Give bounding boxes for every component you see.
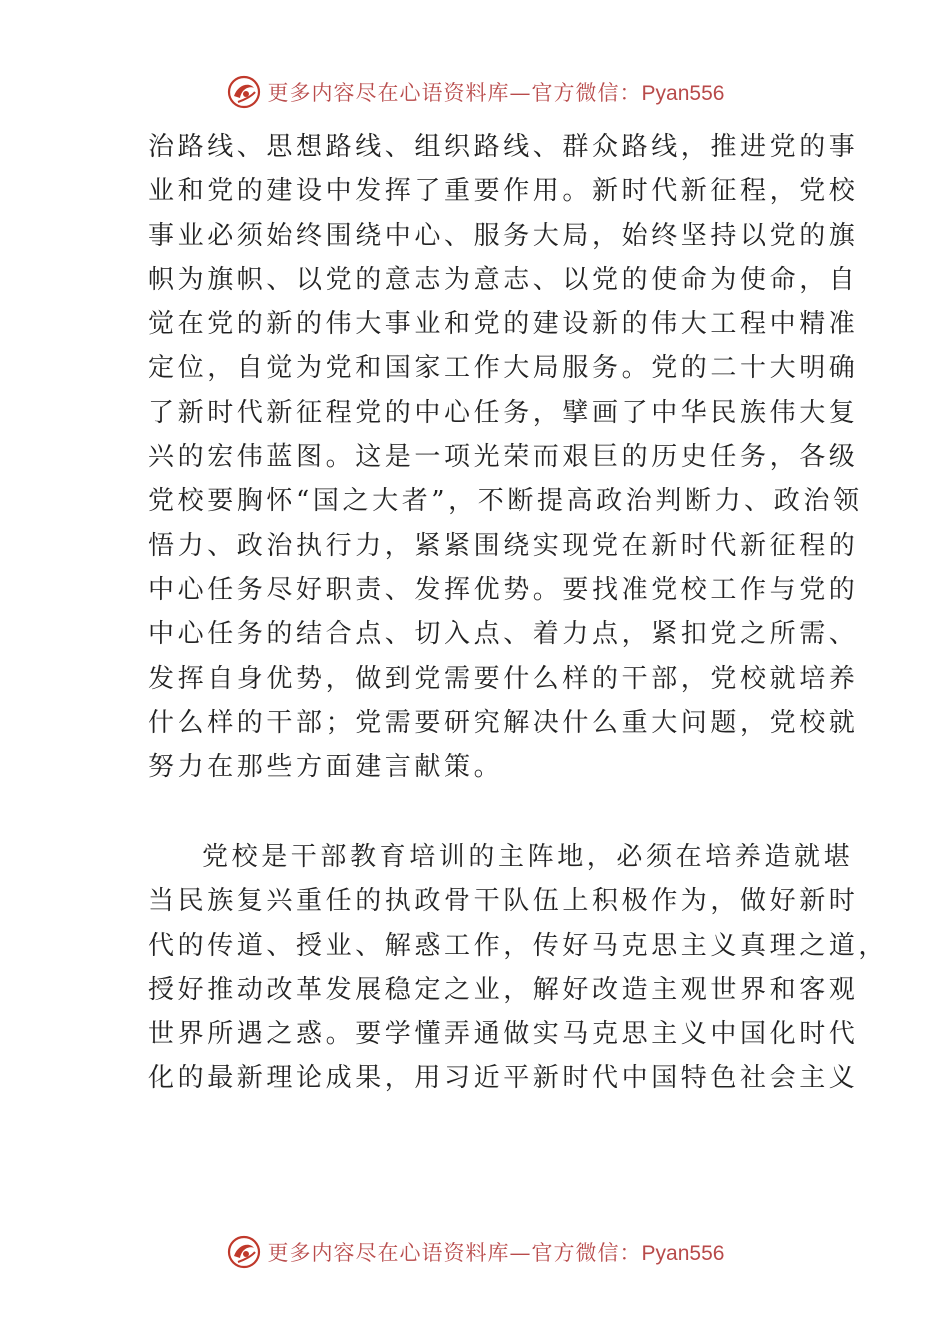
header-banner-cn: 更多内容尽在心语资料库—官方微信： <box>267 81 642 105</box>
paragraph-line: 代的传道、授业、解惑工作，传好马克思主义真理之道， <box>148 930 889 961</box>
paragraph-2 <box>148 835 889 1101</box>
paragraph-line: 中心任务的结合点、切入点、着力点，紧扣党之所需、 <box>148 619 859 650</box>
header-wechat-id: Pyan556 <box>641 82 725 105</box>
footer-banner-text <box>268 1237 725 1267</box>
paragraph-line: 帜为旗帜、以党的意志为意志、以党的使命为使命，自 <box>148 264 859 295</box>
paragraph-line: 了新时代新征程党的中心任务，擘画了中华民族伟大复 <box>148 397 859 428</box>
paragraph-line: 业和党的建设中发挥了重要作用。新时代新征程，党校 <box>148 176 859 207</box>
paragraph-line: 世界所遇之惑。要学懂弄通做实马克思主义中国化时代 <box>148 1019 859 1050</box>
paragraph-line: 事业必须始终围绕中心、服务大局，始终坚持以党的旗 <box>148 220 859 251</box>
paragraph-line: 觉在党的新的伟大事业和党的建设新的伟大工程中精准 <box>148 309 859 340</box>
header-banner-text <box>268 77 725 107</box>
paragraph-line: 党校是干部教育培训的主阵地，必须在培养造就堪 <box>202 842 854 872</box>
paragraph-line: 发挥自身优势，做到党需要什么样的干部，党校就培养 <box>148 663 859 694</box>
header-banner <box>0 72 950 112</box>
paragraph-line: 中心任务尽好职责、发挥优势。要找准党校工作与党的 <box>148 574 859 605</box>
paragraph-line: 党校要胸怀“国之大者”，不断提高政治判断力、政治领 <box>148 486 863 517</box>
paragraph-line: 授好推动改革发展稳定之业，解好改造主观世界和客观 <box>148 974 859 1005</box>
paragraph-line: 当民族复兴重任的执政骨干队伍上积极作为，做好新时 <box>148 886 859 917</box>
footer-wechat-id: Pyan556 <box>641 1242 725 1265</box>
paragraph-line: 什么样的干部；党需要研究解决什么重大问题，党校就 <box>148 707 859 738</box>
red-swirl-logo-icon <box>226 74 262 110</box>
paragraph-line: 兴的宏伟蓝图。这是一项光荣而艰巨的历史任务，各级 <box>148 442 859 473</box>
paragraph-line: 治路线、思想路线、组织路线、群众路线，推进党的事 <box>148 132 859 162</box>
paragraph-line: 悟力、政治执行力，紧紧围绕实现党在新时代新征程的 <box>148 530 859 561</box>
red-swirl-logo-icon <box>226 1234 262 1270</box>
paragraph-line: 化的最新理论成果，用习近平新时代中国特色社会主义 <box>148 1063 859 1094</box>
paragraph-line: 努力在那些方面建言献策。 <box>148 752 504 783</box>
footer-banner <box>0 1232 950 1272</box>
paragraph-1 <box>148 125 863 789</box>
paragraph-line: 定位，自觉为党和国家工作大局服务。党的二十大明确 <box>148 353 859 384</box>
footer-banner-cn: 更多内容尽在心语资料库—官方微信： <box>267 1241 642 1265</box>
